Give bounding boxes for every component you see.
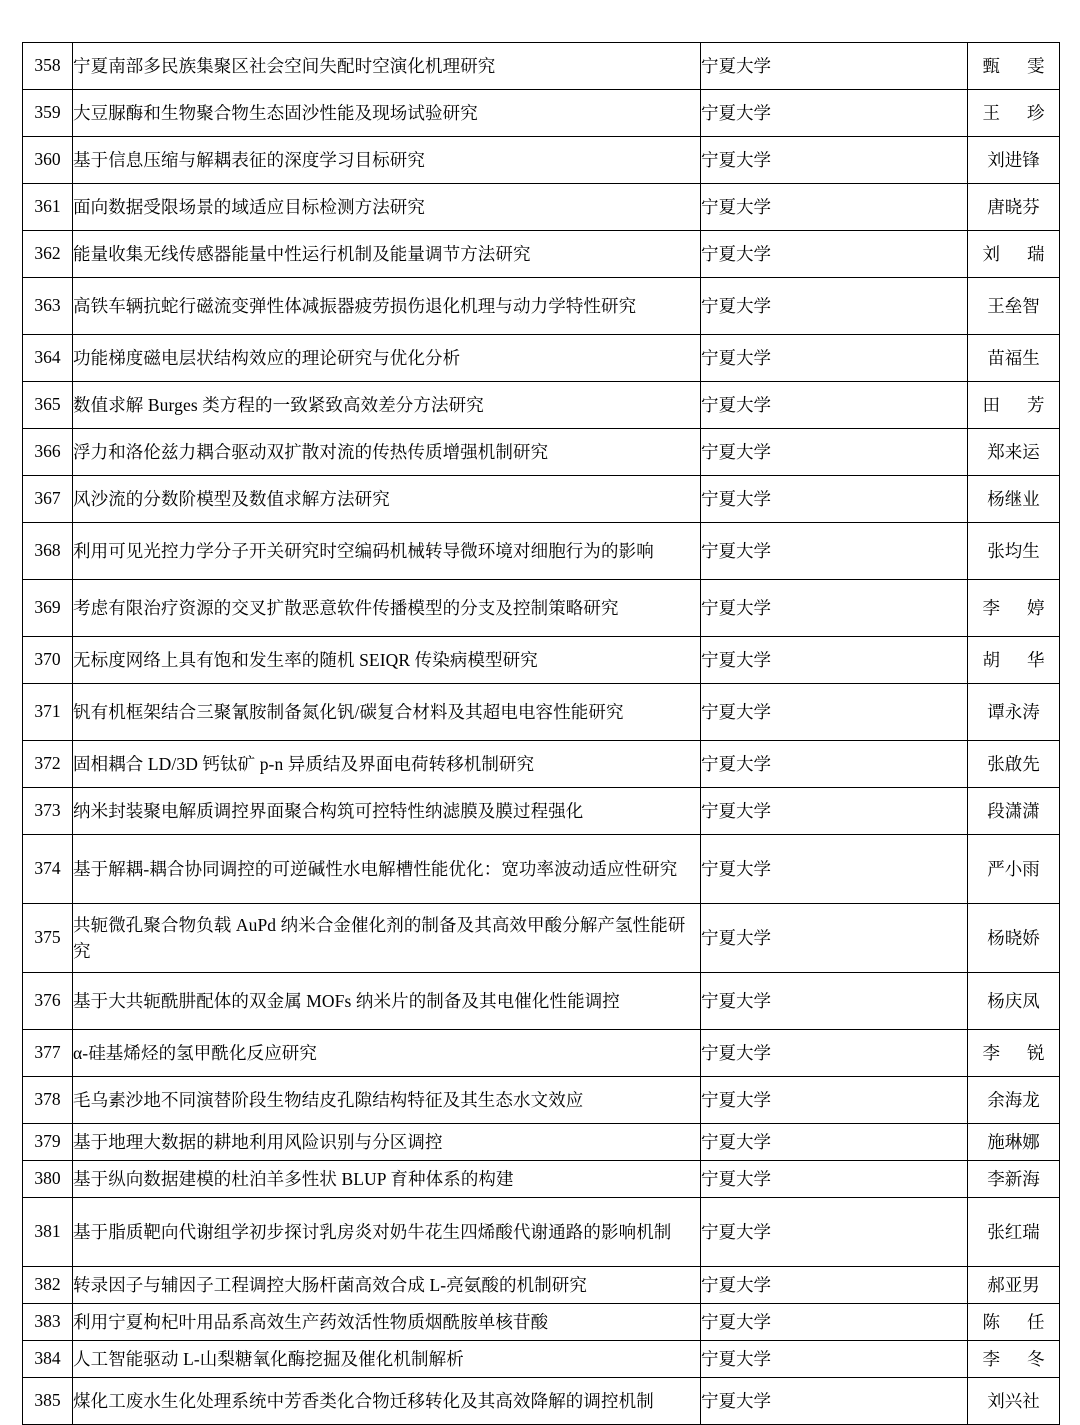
institution-cell: 宁夏大学	[701, 137, 968, 184]
pi-name-text: 李锐	[982, 1042, 1045, 1063]
row-id-cell: 375	[23, 904, 73, 973]
row-id-cell: 365	[23, 382, 73, 429]
row-id-cell: 371	[23, 684, 73, 741]
institution-cell: 宁夏大学	[701, 637, 968, 684]
table-row	[23, 523, 1060, 580]
row-id-cell: 368	[23, 523, 73, 580]
table-row	[23, 335, 1060, 382]
project-title-cell: 利用可见光控力学分子开关研究时空编码机械转导微环境对细胞行为的影响	[73, 523, 701, 580]
principal-investigator-cell: 王垒智	[968, 278, 1060, 335]
project-title-cell: 煤化工废水生化处理系统中芳香类化合物迁移转化及其高效降解的调控机制	[73, 1378, 701, 1425]
project-title-cell: 无标度网络上具有饱和发生率的随机 SEIQR 传染病模型研究	[73, 637, 701, 684]
row-id-cell: 382	[23, 1267, 73, 1304]
principal-investigator-cell	[968, 580, 1060, 637]
table-row	[23, 278, 1060, 335]
table-row	[23, 231, 1060, 278]
project-title-cell: 风沙流的分数阶模型及数值求解方法研究	[73, 476, 701, 523]
row-id-cell: 381	[23, 1198, 73, 1267]
project-title-cell: 基于信息压缩与解耦表征的深度学习目标研究	[73, 137, 701, 184]
principal-investigator-cell	[968, 231, 1060, 278]
institution-cell: 宁夏大学	[701, 904, 968, 973]
principal-investigator-cell: 段潇潇	[968, 788, 1060, 835]
institution-cell: 宁夏大学	[701, 476, 968, 523]
row-id-cell: 373	[23, 788, 73, 835]
row-id-cell: 363	[23, 278, 73, 335]
institution-cell: 宁夏大学	[701, 684, 968, 741]
row-id-cell: 383	[23, 1304, 73, 1341]
principal-investigator-cell: 余海龙	[968, 1077, 1060, 1124]
table-row	[23, 382, 1060, 429]
principal-investigator-cell: 李新海	[968, 1161, 1060, 1198]
institution-cell: 宁夏大学	[701, 1198, 968, 1267]
table-row	[23, 904, 1060, 973]
project-title-cell: 数值求解 Burges 类方程的一致紧致高效差分方法研究	[73, 382, 701, 429]
pi-name-text: 陈任	[982, 1311, 1045, 1332]
row-id-cell: 380	[23, 1161, 73, 1198]
row-id-cell: 364	[23, 335, 73, 382]
project-title-cell: 转录因子与辅因子工程调控大肠杆菌高效合成 L-亮氨酸的机制研究	[73, 1267, 701, 1304]
table-row	[23, 1267, 1060, 1304]
institution-cell: 宁夏大学	[701, 1304, 968, 1341]
project-title-cell: 基于脂质靶向代谢组学初步探讨乳房炎对奶牛花生四烯酸代谢通路的影响机制	[73, 1198, 701, 1267]
project-title-cell: 基于大共轭酰肼配体的双金属 MOFs 纳米片的制备及其电催化性能调控	[73, 973, 701, 1030]
row-id-cell: 358	[23, 43, 73, 90]
table-row	[23, 637, 1060, 684]
pi-name-text: 刘瑞	[982, 243, 1045, 264]
pi-name-text: 田芳	[982, 394, 1045, 415]
principal-investigator-cell	[968, 1341, 1060, 1378]
principal-investigator-cell: 郝亚男	[968, 1267, 1060, 1304]
project-title-cell: 面向数据受限场景的域适应目标检测方法研究	[73, 184, 701, 231]
table-row	[23, 684, 1060, 741]
institution-cell: 宁夏大学	[701, 741, 968, 788]
principal-investigator-cell	[968, 382, 1060, 429]
principal-investigator-cell	[968, 1030, 1060, 1077]
project-title-cell: 人工智能驱动 L-山梨糖氧化酶挖掘及催化机制解析	[73, 1341, 701, 1378]
table-row	[23, 973, 1060, 1030]
table-row	[23, 580, 1060, 637]
principal-investigator-cell: 唐晓芬	[968, 184, 1060, 231]
row-id-cell: 366	[23, 429, 73, 476]
row-id-cell: 376	[23, 973, 73, 1030]
table-row	[23, 788, 1060, 835]
institution-cell: 宁夏大学	[701, 973, 968, 1030]
project-title-cell: 基于地理大数据的耕地利用风险识别与分区调控	[73, 1124, 701, 1161]
institution-cell: 宁夏大学	[701, 523, 968, 580]
principal-investigator-cell: 杨晓娇	[968, 904, 1060, 973]
table-row	[23, 741, 1060, 788]
table-row	[23, 1341, 1060, 1378]
table-row	[23, 1378, 1060, 1425]
institution-cell: 宁夏大学	[701, 1341, 968, 1378]
table-row	[23, 1161, 1060, 1198]
pi-name-text: 李婷	[982, 597, 1045, 618]
principal-investigator-cell: 张红瑞	[968, 1198, 1060, 1267]
institution-cell: 宁夏大学	[701, 43, 968, 90]
table-row	[23, 184, 1060, 231]
principal-investigator-cell: 张均生	[968, 523, 1060, 580]
row-id-cell: 377	[23, 1030, 73, 1077]
principal-investigator-cell: 施琳娜	[968, 1124, 1060, 1161]
row-id-cell: 374	[23, 835, 73, 904]
table-row	[23, 137, 1060, 184]
project-title-cell: 共轭微孔聚合物负载 AuPd 纳米合金催化剂的制备及其高效甲酸分解产氢性能研究	[73, 904, 701, 973]
project-title-cell: 固相耦合 LD/3D 钙钛矿 p-n 异质结及界面电荷转移机制研究	[73, 741, 701, 788]
table-row	[23, 429, 1060, 476]
institution-cell: 宁夏大学	[701, 278, 968, 335]
institution-cell: 宁夏大学	[701, 1161, 968, 1198]
principal-investigator-cell	[968, 1304, 1060, 1341]
pi-name-text: 王珍	[982, 102, 1045, 123]
principal-investigator-cell: 苗福生	[968, 335, 1060, 382]
table-row	[23, 1304, 1060, 1341]
row-id-cell: 362	[23, 231, 73, 278]
institution-cell: 宁夏大学	[701, 835, 968, 904]
project-title-cell: 利用宁夏枸杞叶用品系高效生产药效活性物质烟酰胺单核苷酸	[73, 1304, 701, 1341]
table-row	[23, 835, 1060, 904]
institution-cell: 宁夏大学	[701, 231, 968, 278]
project-title-cell: 浮力和洛伦兹力耦合驱动双扩散对流的传热传质增强机制研究	[73, 429, 701, 476]
table-row	[23, 1124, 1060, 1161]
pi-name-text: 胡华	[982, 649, 1045, 670]
principal-investigator-cell	[968, 90, 1060, 137]
table-row	[23, 1030, 1060, 1077]
institution-cell: 宁夏大学	[701, 335, 968, 382]
pi-name-text: 李冬	[982, 1348, 1045, 1369]
project-title-cell: 高铁车辆抗蛇行磁流变弹性体减振器疲劳损伤退化机理与动力学特性研究	[73, 278, 701, 335]
institution-cell: 宁夏大学	[701, 1030, 968, 1077]
project-listing-table	[22, 42, 1060, 1425]
project-title-cell: α-硅基烯烃的氢甲酰化反应研究	[73, 1030, 701, 1077]
principal-investigator-cell: 杨庆凤	[968, 973, 1060, 1030]
principal-investigator-cell: 严小雨	[968, 835, 1060, 904]
institution-cell: 宁夏大学	[701, 580, 968, 637]
row-id-cell: 378	[23, 1077, 73, 1124]
project-title-cell: 大豆脲酶和生物聚合物生态固沙性能及现场试验研究	[73, 90, 701, 137]
principal-investigator-cell: 刘进锋	[968, 137, 1060, 184]
row-id-cell: 359	[23, 90, 73, 137]
institution-cell: 宁夏大学	[701, 788, 968, 835]
project-title-cell: 功能梯度磁电层状结构效应的理论研究与优化分析	[73, 335, 701, 382]
project-title-cell: 宁夏南部多民族集聚区社会空间失配时空演化机理研究	[73, 43, 701, 90]
principal-investigator-cell: 张啟先	[968, 741, 1060, 788]
table-row	[23, 1198, 1060, 1267]
table-row	[23, 90, 1060, 137]
table-row	[23, 476, 1060, 523]
row-id-cell: 384	[23, 1341, 73, 1378]
row-id-cell: 367	[23, 476, 73, 523]
institution-cell: 宁夏大学	[701, 184, 968, 231]
principal-investigator-cell: 郑来运	[968, 429, 1060, 476]
principal-investigator-cell: 杨继业	[968, 476, 1060, 523]
project-title-cell: 纳米封装聚电解质调控界面聚合构筑可控特性纳滤膜及膜过程强化	[73, 788, 701, 835]
row-id-cell: 360	[23, 137, 73, 184]
pi-name-text: 甄雯	[982, 55, 1045, 76]
row-id-cell: 372	[23, 741, 73, 788]
principal-investigator-cell: 刘兴社	[968, 1378, 1060, 1425]
table-body	[23, 43, 1060, 1425]
table-row	[23, 1077, 1060, 1124]
table-row	[23, 43, 1060, 90]
row-id-cell: 361	[23, 184, 73, 231]
row-id-cell: 370	[23, 637, 73, 684]
principal-investigator-cell	[968, 43, 1060, 90]
institution-cell: 宁夏大学	[701, 1267, 968, 1304]
institution-cell: 宁夏大学	[701, 1124, 968, 1161]
principal-investigator-cell: 谭永涛	[968, 684, 1060, 741]
institution-cell: 宁夏大学	[701, 90, 968, 137]
principal-investigator-cell	[968, 637, 1060, 684]
project-title-cell: 钒有机框架结合三聚氰胺制备氮化钒/碳复合材料及其超电电容性能研究	[73, 684, 701, 741]
institution-cell: 宁夏大学	[701, 1077, 968, 1124]
project-title-cell: 基于解耦-耦合协同调控的可逆碱性水电解槽性能优化：宽功率波动适应性研究	[73, 835, 701, 904]
row-id-cell: 369	[23, 580, 73, 637]
project-title-cell: 毛乌素沙地不同演替阶段生物结皮孔隙结构特征及其生态水文效应	[73, 1077, 701, 1124]
project-title-cell: 基于纵向数据建模的杜泊羊多性状 BLUP 育种体系的构建	[73, 1161, 701, 1198]
row-id-cell: 379	[23, 1124, 73, 1161]
row-id-cell: 385	[23, 1378, 73, 1425]
project-title-cell: 能量收集无线传感器能量中性运行机制及能量调节方法研究	[73, 231, 701, 278]
project-title-cell: 考虑有限治疗资源的交叉扩散恶意软件传播模型的分支及控制策略研究	[73, 580, 701, 637]
institution-cell: 宁夏大学	[701, 382, 968, 429]
institution-cell: 宁夏大学	[701, 429, 968, 476]
institution-cell: 宁夏大学	[701, 1378, 968, 1425]
